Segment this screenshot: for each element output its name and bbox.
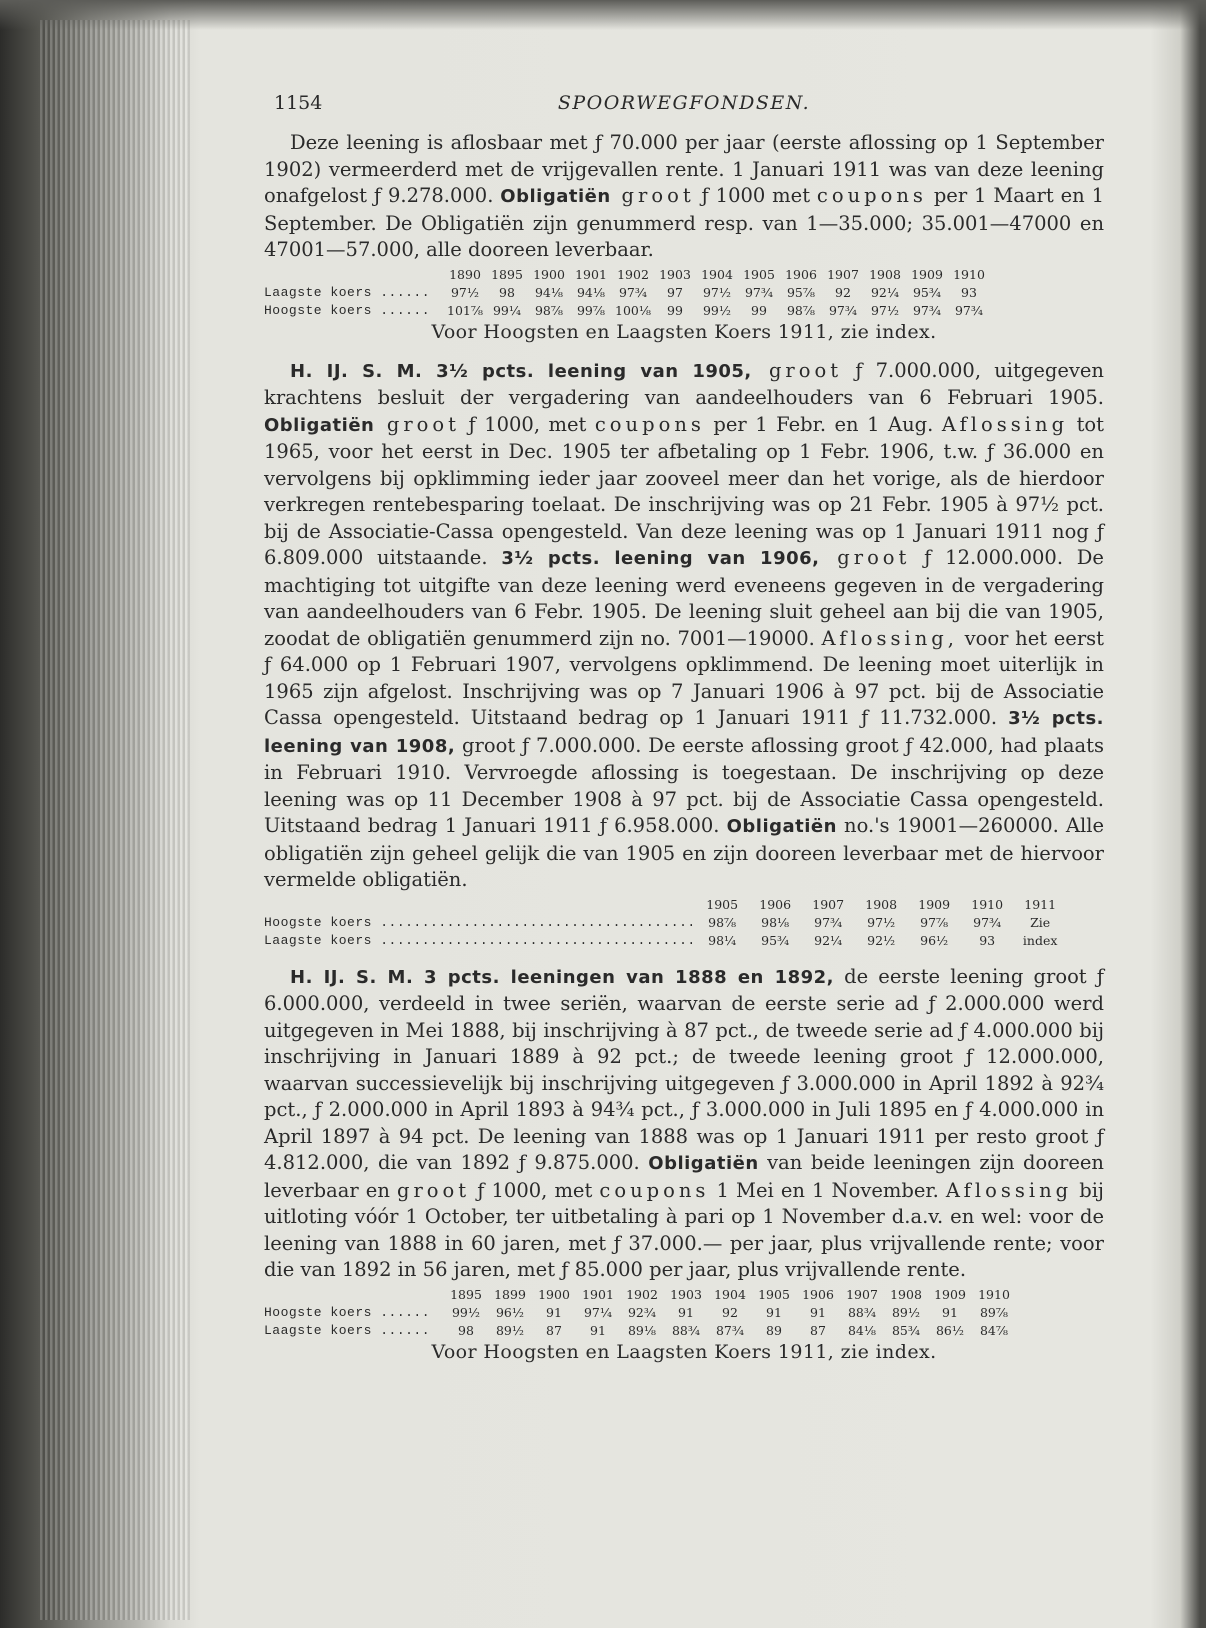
year-cell: 1905 — [758, 1286, 790, 1302]
value-cell: 96½ — [920, 932, 949, 948]
year-cell: 1907 — [827, 266, 859, 282]
year-cell: 1905 — [743, 266, 775, 282]
year-cell: 1901 — [582, 1286, 614, 1302]
text: ƒ 1000 met — [694, 184, 817, 207]
value-cell: 100⅛ — [615, 302, 651, 318]
value-cell: 98⅞ — [786, 302, 816, 318]
value-cell: 87 — [810, 1322, 826, 1338]
value-cell: 99½ — [451, 1304, 481, 1320]
value-cell: 91 — [546, 1304, 562, 1320]
value-cell: Zie — [1030, 914, 1051, 930]
value-cell: 89½ — [495, 1322, 525, 1338]
year-cell: 1903 — [659, 266, 691, 282]
year-cell: 1904 — [714, 1286, 746, 1302]
table-header-row — [264, 896, 1067, 914]
year-cell: 1906 — [759, 896, 792, 912]
value-cell: 86½ — [935, 1322, 965, 1338]
page-header — [264, 90, 1104, 130]
row-label: Laagste koers ...................................... — [264, 932, 696, 948]
year-cell: 1890 — [449, 266, 481, 282]
year-cell: 1906 — [802, 1286, 834, 1302]
value-cell: 98¼ — [708, 932, 737, 948]
value-cell: 97¾ — [828, 302, 858, 318]
value-cell: 87 — [546, 1322, 562, 1338]
spacer — [264, 950, 1104, 964]
paragraph-3 — [264, 964, 1104, 1284]
top-shadow — [0, 0, 1206, 30]
year-cell: 1895 — [450, 1286, 482, 1302]
year-cell: 1901 — [575, 266, 607, 282]
value-cell: 92¾ — [627, 1304, 657, 1320]
value-cell: 95⅞ — [786, 284, 816, 300]
paragraph-2 — [264, 358, 1104, 894]
bold-heading: 3½ pcts. leening van 1906, — [501, 548, 820, 569]
table-header-cell — [264, 896, 696, 914]
value-cell: 91 — [942, 1304, 958, 1320]
value-cell: 94⅛ — [576, 284, 606, 300]
text: 1 Mei en 1 November. — [709, 1178, 946, 1202]
value-cell: 99½ — [702, 302, 732, 318]
value-cell: 94⅛ — [534, 284, 564, 300]
value-cell: 97½ — [702, 284, 732, 300]
value-cell: 92 — [722, 1304, 738, 1320]
year-cell: 1906 — [785, 266, 817, 282]
value-cell: 84⅛ — [847, 1322, 877, 1338]
text: Deze leening is aflosbaar met ƒ 70.000 per jaar (eerste aflossing op 1 September 1902) vermeerderd met de vrijgevallen rente. 1 Januari 1911 was van deze leening onafgelost ƒ 9.278.000. — [264, 131, 1104, 207]
value-cell: 98⅛ — [761, 914, 790, 930]
value-cell: 99 — [667, 302, 683, 318]
table-row — [264, 302, 990, 320]
value-cell: 93 — [979, 932, 996, 948]
spaced-term: groot — [610, 184, 695, 207]
row-label: Laagste koers ...... — [264, 284, 431, 300]
year-cell: 1910 — [978, 1286, 1010, 1302]
table-row — [264, 914, 1067, 932]
value-cell: 96½ — [495, 1304, 525, 1320]
year-cell: 1911 — [1024, 896, 1057, 912]
spaced-term: Aflossing — [945, 1178, 1073, 1202]
table-row — [264, 1304, 1016, 1322]
spaced-term: coupons — [594, 412, 705, 436]
spaced-term: Aflossing — [941, 412, 1069, 436]
text: voor het eerst ƒ 64.000 op 1 Februari 1907, vervolgens opklimmend. De leening moet uiterlijk in 1965 zijn afgelost. Inschrijving was op 7 Januari 1906 à 97 pct. bij de Associatie Cassa opengesteld. Uitstaand bedrag op 1 Januari 1911 ƒ 11.732.000. — [264, 626, 1104, 729]
year-cell: 1905 — [706, 896, 739, 912]
value-cell: 88¾ — [847, 1304, 877, 1320]
spaced-term: groot — [374, 412, 460, 436]
year-cell: 1909 — [911, 266, 943, 282]
value-cell: 98⅞ — [708, 914, 737, 930]
value-cell: 92½ — [867, 932, 896, 948]
value-cell: 93 — [961, 284, 977, 300]
value-cell: 101⅞ — [447, 302, 483, 318]
table-header-row — [264, 266, 990, 284]
spaced-term: groot — [819, 546, 911, 569]
text: van beide leeningen zijn dooreen leverbaar en — [264, 1151, 1104, 1202]
value-cell: 97¾ — [744, 284, 774, 300]
year-cell: 1907 — [812, 896, 845, 912]
value-cell: 92 — [835, 284, 851, 300]
table-row — [264, 932, 1067, 950]
spaced-term: coupons — [599, 1178, 710, 1202]
year-cell: 1903 — [670, 1286, 702, 1302]
value-cell: 99 — [751, 302, 767, 318]
year-cell: 1907 — [846, 1286, 878, 1302]
year-cell: 1910 — [971, 896, 1004, 912]
row-label: Laagste koers ...... — [264, 1322, 431, 1338]
table-row — [264, 1322, 1016, 1340]
spaced-term: groot — [397, 1178, 471, 1202]
value-cell: 91 — [766, 1304, 782, 1320]
text: ƒ 12.000.000. De machtiging tot uitgifte van deze leening werd eveneens gegeven in de vergadering van aandeelhouders van 6 Febr. 1905. De leening sluit geheel aan bij die van 1905, zoodat de obligatiën genummerd zijn no. 7001—19000. — [264, 546, 1104, 650]
value-cell: 99¼ — [492, 302, 522, 318]
price-table-3 — [264, 1286, 1016, 1340]
value-cell: 98 — [458, 1322, 474, 1338]
year-cell: 1904 — [701, 266, 733, 282]
value-cell: 95¾ — [912, 284, 942, 300]
value-cell: 99⅞ — [576, 302, 606, 318]
year-cell: 1895 — [491, 266, 523, 282]
row-label: Hoogste koers ...... — [264, 1304, 431, 1320]
table-header-cell — [264, 266, 444, 284]
year-cell: 1902 — [617, 266, 649, 282]
bold-term: Obligatiën — [264, 414, 375, 436]
bold-term: Obligatiën — [648, 1153, 759, 1174]
text: bij uitloting vóór 1 October, ter uitbetaling à pari op 1 November d.a.v. en wel: voor de leening van 1888 in 60 jaren, met ƒ 37.000.— per jaar, plus vrijvallende rente; voor die van 1892 in 56 jaren, met ƒ 85.000 per jaar, plus vrijvallende rente. — [264, 1178, 1104, 1281]
text: no.'s 19001—260000. Alle obligatiën zijn geheel gelijk die van 1905 en zijn dooreen leverbaar met de hiervoor vermelde obligatiën. — [264, 814, 1104, 891]
year-cell: 1908 — [890, 1286, 922, 1302]
value-cell: 97¼ — [583, 1304, 613, 1320]
value-cell: 97½ — [450, 284, 480, 300]
text: ƒ 1000, met — [459, 412, 595, 436]
text: ƒ 1000, met — [470, 1178, 600, 1202]
value-cell: 91 — [810, 1304, 826, 1320]
koers-note: Voor Hoogsten en Laagsten Koers 1911, zie index. — [431, 320, 937, 343]
value-cell: 95¾ — [761, 932, 790, 948]
value-cell: 97½ — [867, 914, 896, 930]
value-cell: 98 — [499, 284, 515, 300]
bold-heading: H. IJ. S. M. 3 pcts. leeningen van 1888 en 1892, — [290, 966, 835, 988]
spacer — [264, 344, 1104, 358]
year-cell: 1909 — [918, 896, 951, 912]
year-cell: 1900 — [533, 266, 565, 282]
book-page — [264, 90, 1104, 1510]
value-cell: 91 — [590, 1322, 606, 1338]
value-cell: 85¾ — [891, 1322, 921, 1338]
page-number: 1154 — [274, 92, 323, 114]
row-label: Hoogste koers ...................................... — [264, 914, 696, 930]
value-cell: 97 — [667, 284, 683, 300]
table-header-cell — [264, 1286, 444, 1304]
table-row — [264, 284, 990, 302]
value-cell: index — [1022, 932, 1058, 948]
row-label: Hoogste koers ...... — [264, 302, 431, 318]
price-table-2 — [264, 896, 1067, 950]
value-cell: 91 — [678, 1304, 694, 1320]
table-header-row — [264, 1286, 1016, 1304]
running-head: SPOORWEGFONDSEN. — [557, 92, 811, 114]
paragraph-1 — [264, 130, 1104, 264]
value-cell: 97¾ — [618, 284, 648, 300]
value-cell: 97¾ — [912, 302, 942, 318]
bold-term: Obligatiën — [726, 816, 837, 837]
value-cell: 97¾ — [954, 302, 984, 318]
text: tot 1965, voor het eerst in Dec. 1905 ter afbetaling op 1 Febr. 1906, t.w. ƒ 36.000 en vervolgens bij opklimming ieder jaar zooveel meer dan het vorige, als de hierdoor verkregen rentebesparing toelaat. De inschrijving was op 21 Febr. 1905 à 97½ pct. bij de Associatie-Cassa opengesteld. Van deze leening was op 1 Januari 1911 nog ƒ 6.809.000 uitstaande. — [264, 412, 1104, 569]
text: per 1 Maart en 1 September. De Obligatiën zijn genummerd resp. van 1—35.000; 35.001—47000 en 47001—57.000, alle dooreen leverbaar. — [264, 184, 1104, 261]
bold-term: Obligatiën — [500, 186, 611, 207]
value-cell: 92¼ — [814, 932, 843, 948]
value-cell: 87¾ — [715, 1322, 745, 1338]
value-cell: 89½ — [891, 1304, 921, 1320]
bold-heading: H. IJ. S. M. 3½ pcts. leening van 1905, — [290, 360, 752, 382]
koers-note: Voor Hoogsten en Laagsten Koers 1911, zie index. — [431, 1340, 937, 1363]
value-cell: 97⅞ — [920, 914, 949, 930]
value-cell: 88¾ — [671, 1322, 701, 1338]
year-cell: 1900 — [538, 1286, 570, 1302]
value-cell: 89⅛ — [627, 1322, 657, 1338]
value-cell: 89 — [766, 1322, 782, 1338]
spaced-term: coupons — [816, 184, 927, 207]
year-cell: 1908 — [865, 896, 898, 912]
year-cell: 1909 — [934, 1286, 966, 1302]
value-cell: 97¾ — [814, 914, 843, 930]
value-cell: 92¼ — [870, 284, 900, 300]
year-cell: 1910 — [953, 266, 985, 282]
text: groot ƒ 7.000.000. De eerste aflossing groot ƒ 42.000, had plaats in Februari 1910. Vervroegde aflossing is toegestaan. De inschrijving op deze leening was op 11 December 1908 à 97 pct. bij de Associatie Cassa opengesteld. Uitstaand bedrag 1 Januari 1911 ƒ 6.958.000. — [264, 733, 1104, 837]
price-table-1 — [264, 266, 990, 320]
bold-heading: 3½ pcts. leening van 1908, — [264, 708, 1104, 757]
spaced-term: groot — [751, 358, 843, 382]
text: de eerste leening groot ƒ 6.000.000, verdeeld in twee seriën, waarvan de eerste serie ad ƒ 2.000.000 werd uitgegeven in Mei 1888, bij inschrijving à 87 pct., de tweede serie ad ƒ 4.000.000 bij inschrijving in Januari 1889 à 92 pct.; de tweede leening groot ƒ 12.000.000, waarvan successievelijk bij inschrijving uitgegeven ƒ 3.000.000 in April 1892 à 92¾ pct., ƒ 2.000.000 in April 1893 à 94¾ pct., ƒ 3.000.000 in Juli 1895 en ƒ 4.000.000 in April 1897 à 94 pct. De leening van 1888 was op 1 Januari 1911 per resto groot ƒ 4.812.000, die van 1892 ƒ 9.875.000. — [264, 964, 1104, 1174]
value-cell: 97¾ — [973, 914, 1002, 930]
book-page-edges — [40, 20, 190, 1620]
value-cell: 89⅞ — [979, 1304, 1009, 1320]
spaced-term: Aflossing, — [821, 626, 958, 650]
text: ƒ 7.000.000, uitgegeven krachtens besluit der vergadering van aandeelhouders van 6 Februari 1905. — [264, 358, 1104, 409]
value-cell: 97½ — [870, 302, 900, 318]
year-cell: 1908 — [869, 266, 901, 282]
year-cell: 1899 — [494, 1286, 526, 1302]
year-cell: 1902 — [626, 1286, 658, 1302]
value-cell: 84⅞ — [979, 1322, 1009, 1338]
value-cell: 98⅞ — [534, 302, 564, 318]
text: per 1 Febr. en 1 Aug. — [704, 412, 942, 436]
